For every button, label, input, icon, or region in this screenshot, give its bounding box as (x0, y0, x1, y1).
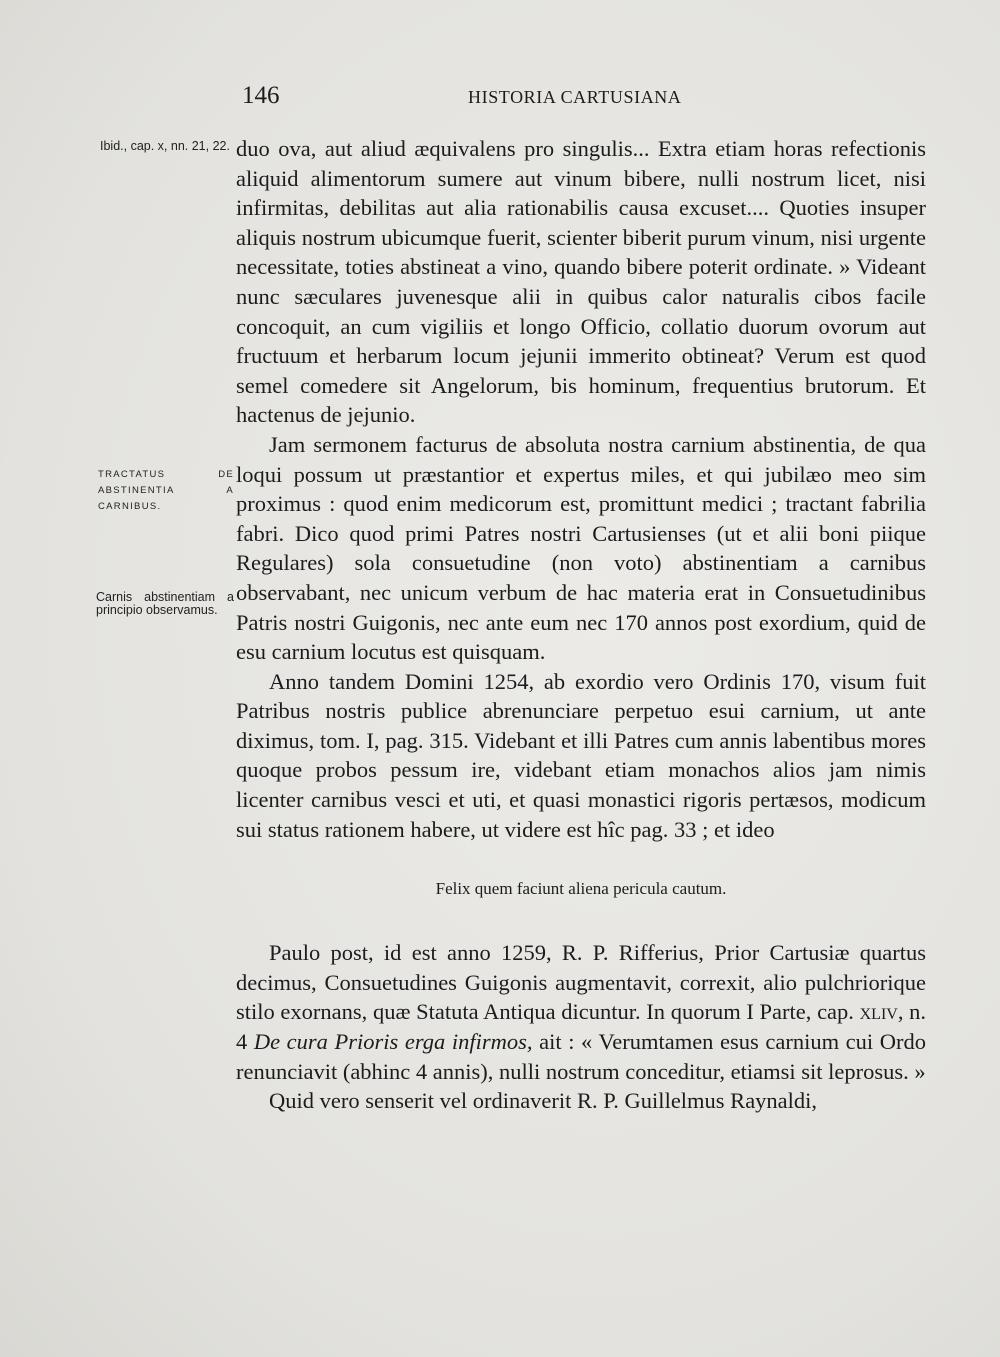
paragraph-4-part-b: , n. 4 (236, 999, 927, 1055)
paragraph-4-part-a: Paulo post, id est anno 1259, R. P. Rifferius, Prior Cartusiæ quartus decimus, Consuetudines Guigonis augmentavit, correxit, alio pulchriorique stilo exornans, quæ Statuta Antiqua dicuntur. In quorum I Parte, cap. (236, 940, 926, 1025)
page-header (0, 82, 1000, 118)
quotation: Felix quem faciunt aliena pericula cautum. (435, 879, 727, 899)
paragraph-3: Anno tandem Domini 1254, ab exordio vero Ordinis 170, visum fuit Patribus nostris publice abrenunciare perpetuo esui carnium, ut ante diximus, tom. I, pag. 315. Videbant et illi Patres cum annis labentibus mores quoque probos pessum ire, videbant etiam monachos alios jam nimis licenter carnibus vesci et uti, et quasi monastici rigoris pertæsos, modicum sui status rationem habere, ut videre est hîc pag. 33 ; et ideo (236, 668, 926, 842)
paragraph-5: Quid vero senserit vel ordinaverit R. P. Guillelmus Raynaldi, (269, 1088, 818, 1114)
paragraph-2: Jam sermonem facturus de absoluta nostra carnium abstinentia, de qua loqui possum ut præstantior et expertus miles, et qui jubilæo meo sim proximus : quod enim medicorum est, promittunt medici ; tractant fabrilia fabri. Dico quod primi Patres nostri Cartusienses (ut et alii boni piique Regulares) sola consuetudine (non voto) abstinentiam a carnibus observabant, nec unicum verbum de hac materia erat in Consuetudinibus Patris nostri Guigonis, nec ante eum nec 170 annos post exordium, quid de esu carnium locutus est quisquam. (236, 431, 926, 665)
margin-note-summary: Carnis abstinentiam a principio observamus. (96, 590, 234, 617)
running-title: HISTORIA CARTUSIANA (468, 87, 682, 107)
margin-note-section-title: TRACTATUS DE ABSTINENTIA A CARNIBUS. (98, 469, 234, 512)
italic-title: De cura Prioris erga infirmos, (253, 1029, 533, 1055)
paragraph-4 (236, 938, 926, 1086)
margin-note-reference: Ibid., cap. x, nn. 21, 22. (100, 139, 230, 153)
chapter-numeral: xliv (859, 999, 898, 1025)
page-number: 146 (242, 82, 280, 109)
paragraph-1: duo ova, aut aliud æquivalens pro singulis... Extra etiam horas refectionis aliquid alimentorum sumere aut vinum bibere, nulli nostrum licet, nisi infirmitas, debilitas aut alia rationabilis causa excuset.... Quoties insuper aliquis nostrum ubicumque fuerit, scienter biberit purum vinum, nisi urgente necessitate, toties abstineat a vino, quando bibere poterit ordinate. » Videant nunc sæculares juvenesque alii in quibus calor naturalis cibos facile concoquit, an cum vigiliis et longo Officio, collatio duorum ovorum aut fructuum et herbarum locum jejunii immerito obtineat? Verum est quod semel comedere sit Angelorum, bis hominum, frequentius brutorum. Et hactenus de jejunio. (236, 136, 926, 428)
main-text (236, 134, 926, 1116)
paragraph-4-part-c: ait : « Verumtamen esus carnium cui Ordo renunciavit (abhinc 4 annis), nulli nostrum conceditur, etiamsi sit leprosus. » (236, 1029, 926, 1084)
